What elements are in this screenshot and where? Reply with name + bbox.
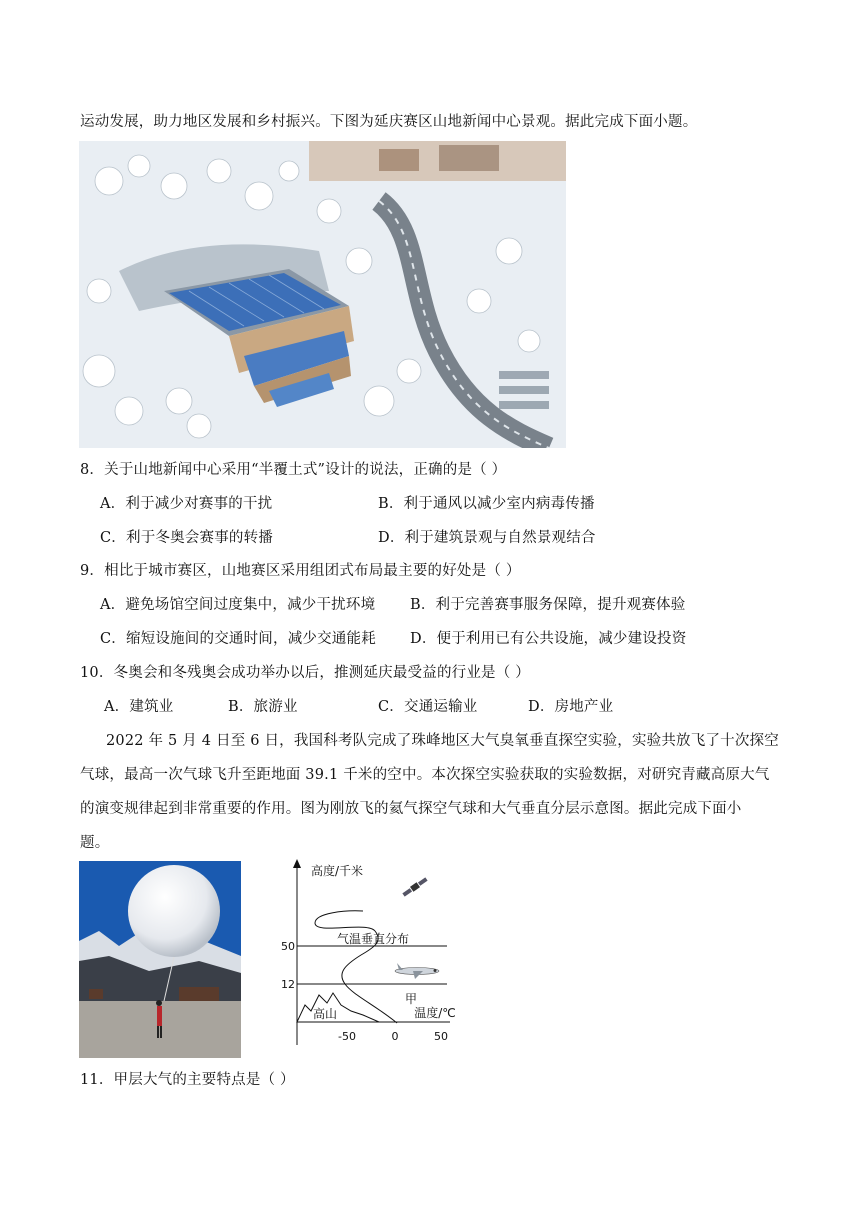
passage-line-2: 气球，最高一次气球飞升至距地面 39.1 千米的空中。本次探空实验获取的实验数据，对研究青藏高原大气 [80,767,770,783]
x-tick-0: 0 [391,1030,399,1043]
layer-label: 甲 [405,992,418,1006]
atmosphere-diagram [275,855,460,1055]
q8-option-b: B．利于通风以减少室内病毒传播 [378,496,595,512]
y-axis-arrow [293,859,301,868]
intro-tail-text: 运动发展，助力地区发展和乡村振兴。下图为延庆赛区山地新闻中心景观。据此完成下面小题。 [80,114,698,130]
curve-label: 气温垂直分布 [337,932,410,946]
q8-option-d: D．利于建筑景观与自然景观结合 [378,530,596,546]
q8-option-c: C．利于冬奥会赛事的转播 [100,530,273,546]
q10-option-d: D．房地产业 [528,699,614,715]
y-axis-label: 高度/千米 [311,864,364,878]
q10-stem: 10．冬奥会和冬残奥会成功举办以后，推测延庆最受益的行业是（ ） [80,665,530,681]
mountain-shape [297,993,379,1022]
passage-line-3: 的演变规律起到非常重要的作用。图为刚放飞的氦气探空气球和大气垂直分层示意图。据此完成下面小 [80,801,742,817]
x-tick-minus50: -50 [338,1030,356,1043]
y-tick-50: 50 [281,940,295,953]
q8-option-a: A．利于减少对赛事的干扰 [100,496,273,512]
airplane-icon [395,963,439,979]
q9-stem: 9．相比于城市赛区，山地赛区采用组团式布局最主要的好处是（ ） [80,563,521,579]
q11-stem: 11．甲层大气的主要特点是（ ） [80,1072,295,1088]
passage-line-4: 题。 [80,835,110,851]
q9-option-c: C．缩短设施间的交通时间，减少交通能耗 [100,631,376,647]
q10-option-a: A．建筑业 [104,699,174,715]
q8-stem: 8．关于山地新闻中心采用“半覆土式”设计的说法，正确的是（ ） [80,462,507,478]
satellite-icon [402,877,428,898]
q9-option-b: B．利于完善赛事服务保障，提升观赛体验 [410,597,686,613]
q10-option-b: B．旅游业 [228,699,298,715]
x-tick-50: 50 [434,1030,448,1043]
mountain-label: 高山 [313,1007,338,1021]
y-tick-12: 12 [281,978,295,991]
x-axis-label: 温度/℃ [414,1006,456,1020]
q9-option-d: D．便于利用已有公共设施，减少建设投资 [410,631,687,647]
q10-option-c: C．交通运输业 [378,699,478,715]
balloon-photo [79,861,241,1058]
news-center-illustration [79,141,566,448]
q9-option-a: A．避免场馆空间过度集中，减少干扰环境 [100,597,376,613]
passage-line-1: 2022 年 5 月 4 日至 6 日，我国科考队完成了珠峰地区大气臭氧垂直探空实验，实验共放飞了十次探空 [106,733,779,749]
